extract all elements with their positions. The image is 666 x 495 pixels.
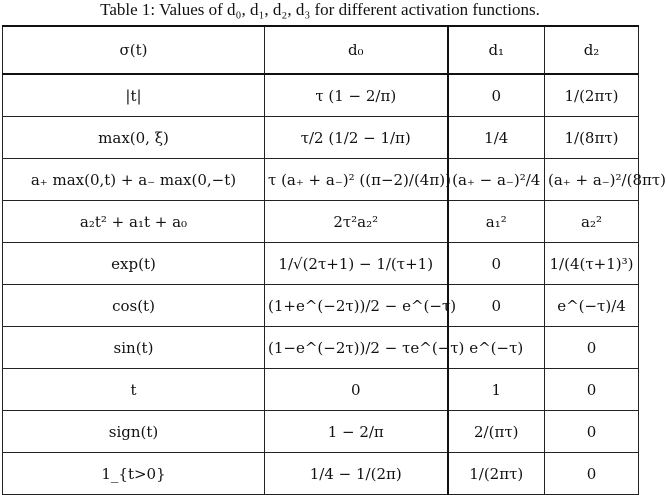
cell-d2: 0 (545, 369, 639, 411)
cell-d1: 0 (448, 285, 545, 327)
cell-d0: (1−e^(−2τ))/2 − τe^(−τ) (265, 327, 448, 369)
cell-d2: (a₊ + a₋)²/(8πτ) (545, 159, 639, 201)
cell-function: max(0, ξ) (3, 117, 265, 159)
header-d0: d₀ (265, 26, 448, 74)
header-sigma: σ(t) (3, 26, 265, 74)
cell-function: a₊ max(0,t) + a₋ max(0,−t) (3, 159, 265, 201)
cell-d0: 1/√(2τ+1) − 1/(τ+1) (265, 243, 448, 285)
cell-d1: 1/(2πτ) (448, 453, 545, 495)
cell-d1: 2/(πτ) (448, 411, 545, 453)
table-row (3, 74, 639, 117)
cell-d2: a₂² (545, 201, 639, 243)
cell-d0: 0 (265, 369, 448, 411)
cell-d0: τ (1 − 2/π) (265, 74, 448, 117)
cell-d2: e^(−τ)/4 (545, 285, 639, 327)
cell-function: exp(t) (3, 243, 265, 285)
cell-d1: a₁² (448, 201, 545, 243)
cell-function: sign(t) (3, 411, 265, 453)
cell-d1: 1/4 (448, 117, 545, 159)
cell-d0: 1 − 2/π (265, 411, 448, 453)
table-row (3, 327, 639, 369)
cell-d2: 0 (545, 411, 639, 453)
cell-d0: 2τ²a₂² (265, 201, 448, 243)
cell-d2: 1/(8πτ) (545, 117, 639, 159)
cell-function: |t| (3, 74, 265, 117)
cell-d2: 1/(2πτ) (545, 74, 639, 117)
cell-d0: 1/4 − 1/(2π) (265, 453, 448, 495)
table-row (3, 285, 639, 327)
cell-d1: e^(−τ) (448, 327, 545, 369)
cell-function: t (3, 369, 265, 411)
cell-d2: 1/(4(τ+1)³) (545, 243, 639, 285)
activation-table (2, 25, 666, 495)
cell-d1: 1 (448, 369, 545, 411)
cell-function: a₂t² + a₁t + a₀ (3, 201, 265, 243)
cell-d0: τ (a₊ + a₋)² ((π−2)/(4π)) (265, 159, 448, 201)
cell-d1: 0 (448, 74, 545, 117)
table-row (3, 369, 639, 411)
table-row (3, 243, 639, 285)
cell-function: cos(t) (3, 285, 265, 327)
table-row (3, 201, 639, 243)
cell-d1: 0 (448, 243, 545, 285)
table-caption: Table 1: Values of d₀, d₁, d₂, d₃ for different activation functions. (100, 0, 540, 19)
table-row (3, 411, 639, 453)
table-row (3, 159, 639, 201)
cell-d0: τ/2 (1/2 − 1/π) (265, 117, 448, 159)
cell-d2: 0 (545, 327, 639, 369)
cell-function: 1_{t>0} (3, 453, 265, 495)
table-row (3, 453, 639, 495)
header-d1: d₁ (448, 26, 545, 74)
table-row (3, 117, 639, 159)
cell-function: sin(t) (3, 327, 265, 369)
cell-d1: (a₊ − a₋)²/4 (448, 159, 545, 201)
header-d2: d₂ (545, 26, 639, 74)
table-header-row (3, 26, 639, 74)
cell-d0: (1+e^(−2τ))/2 − e^(−τ) (265, 285, 448, 327)
cell-d2: 0 (545, 453, 639, 495)
